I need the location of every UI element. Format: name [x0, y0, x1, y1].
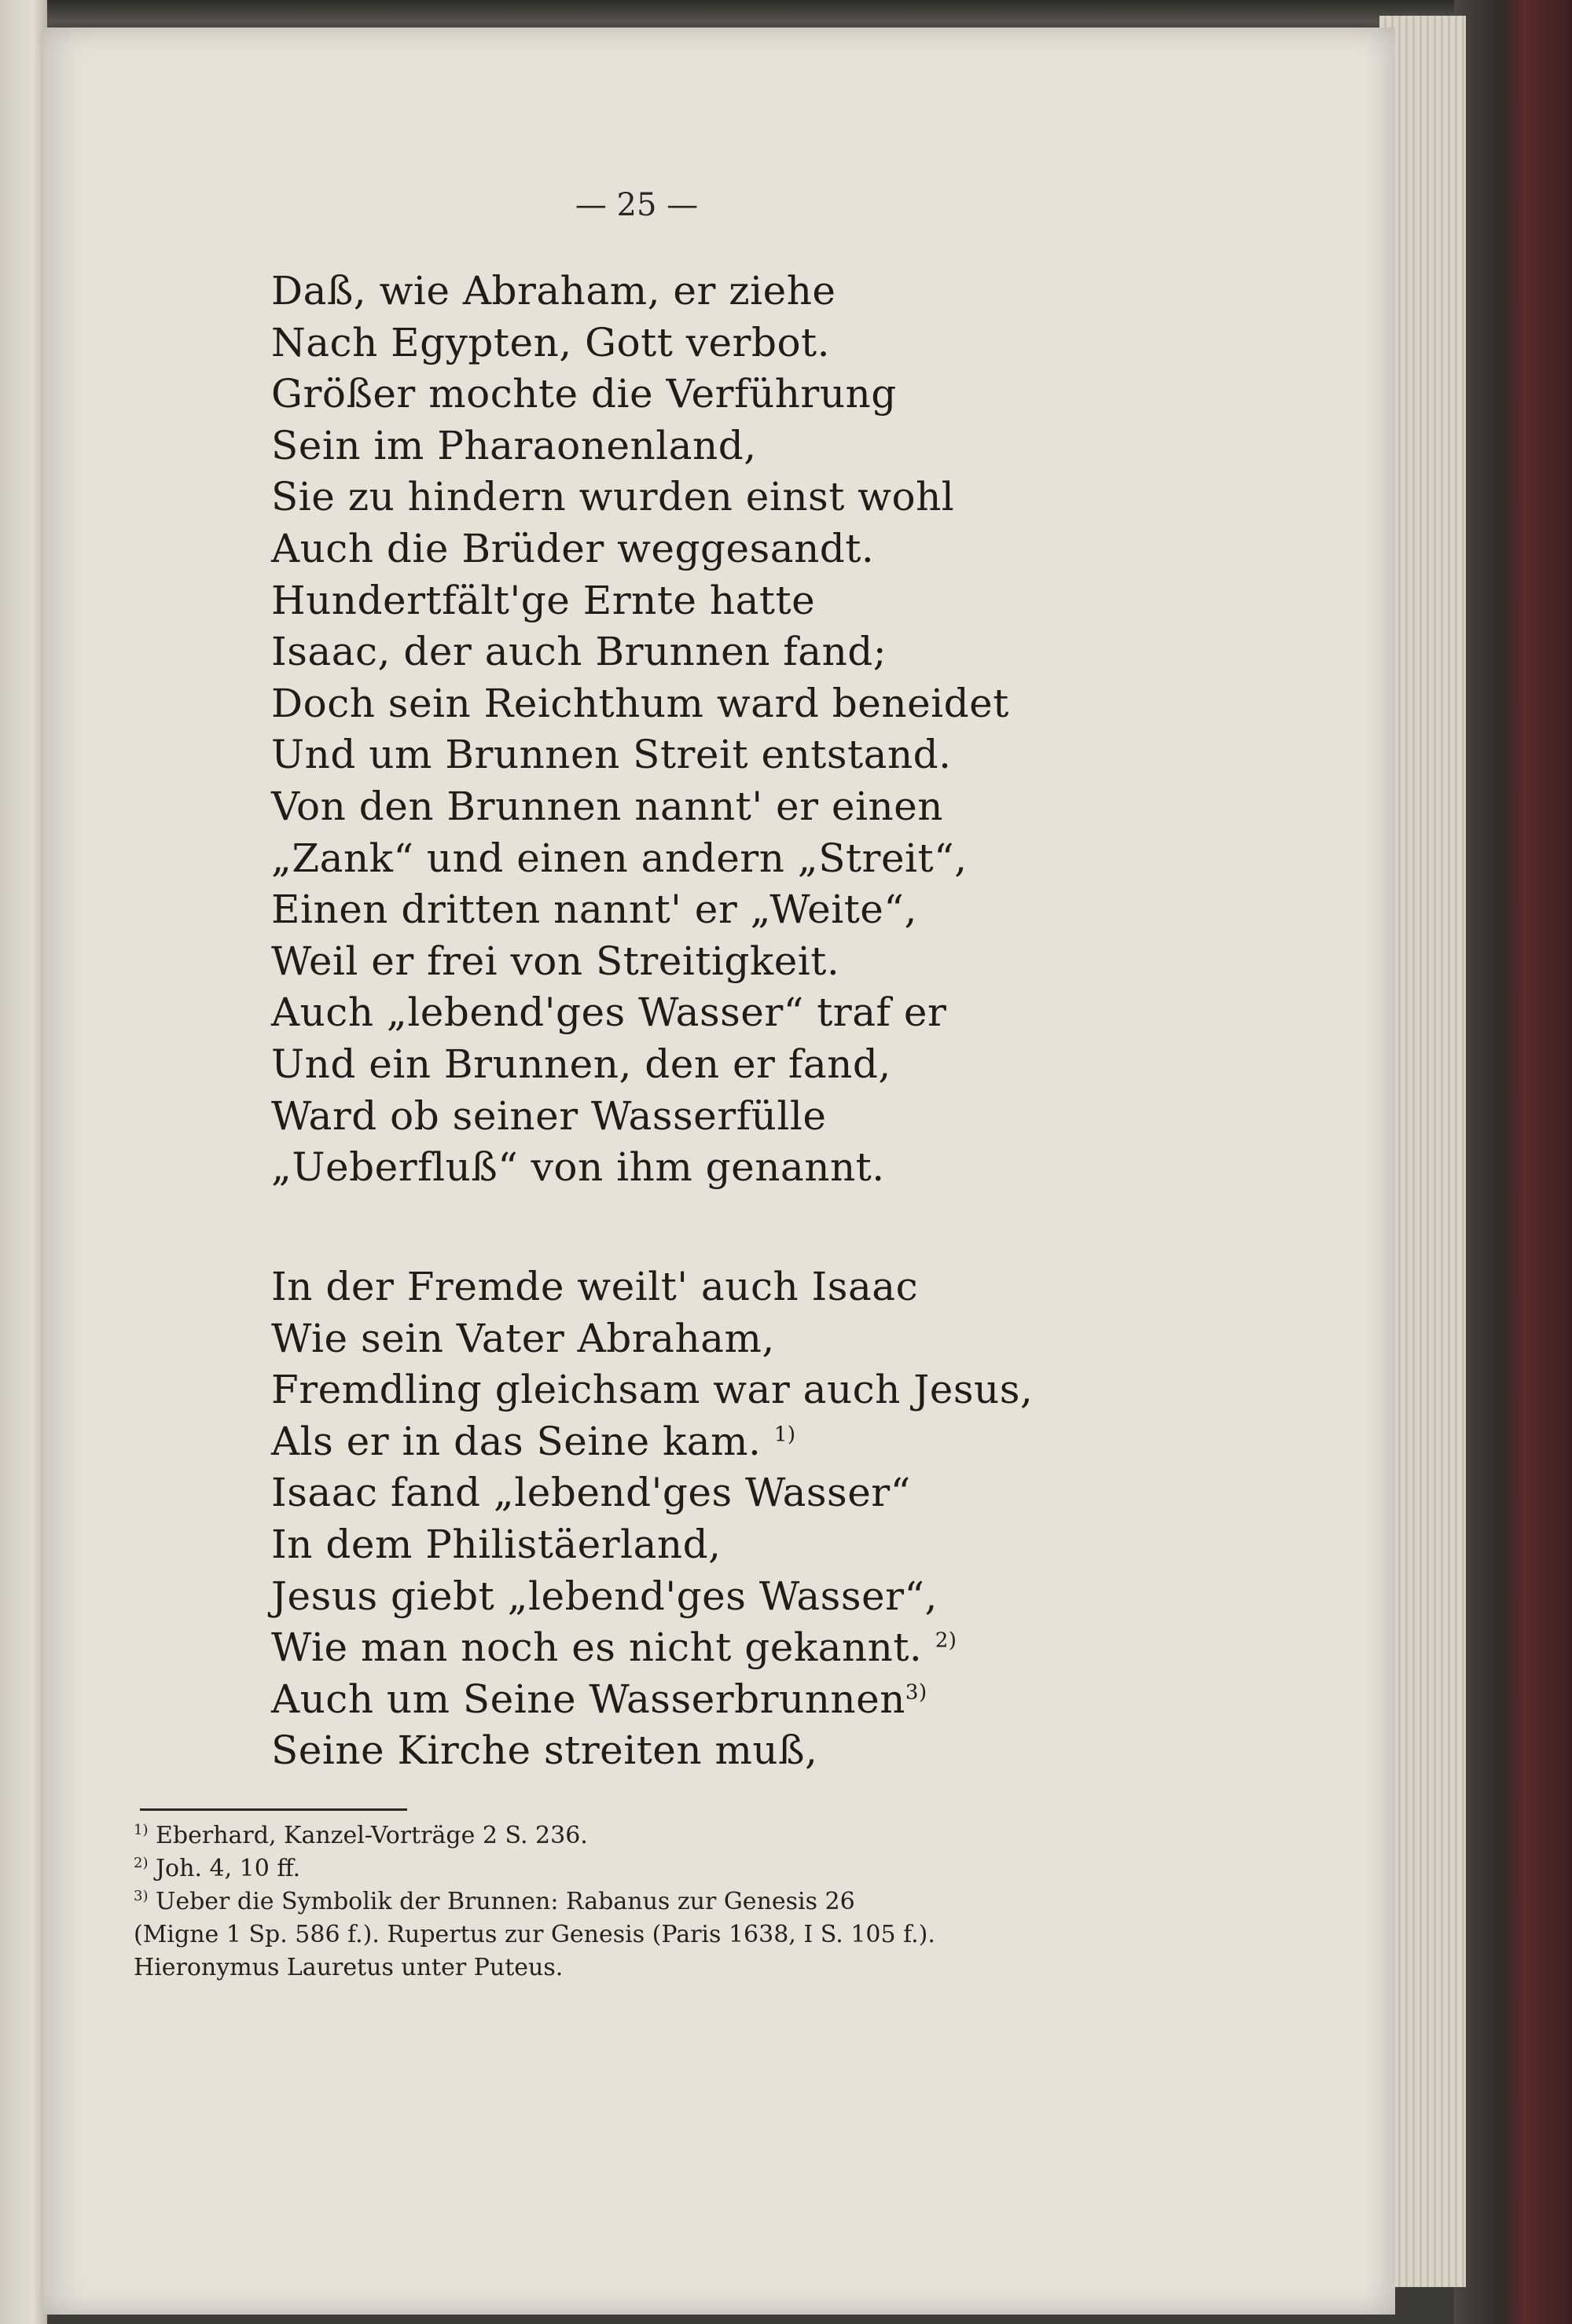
verse-line: Von den Brunnen nannt' er einen [271, 783, 943, 829]
verse-line [271, 1416, 1214, 1468]
page-number: — 25 — [575, 187, 699, 223]
verse-line [271, 1261, 1214, 1313]
verse-text: Als er in das Seine kam. [271, 1418, 774, 1464]
verse-line: Größer mochte die Verführung [271, 371, 897, 417]
footnote-line [134, 1885, 1179, 1918]
footnote-line [134, 1951, 1179, 1984]
verse-text: In der Fremde weilt' auch Isaac [271, 1264, 919, 1309]
verse-text: Auch um Seine Wasserbrunnen [271, 1676, 905, 1722]
footnote-number: 2) [134, 1855, 149, 1871]
footnote-rule [140, 1808, 407, 1811]
verse-line: Weil er frei von Streitigkeit. [271, 938, 840, 984]
verse-line [271, 1571, 1214, 1623]
footnote-text: (Migne 1 Sp. 586 f.). Rupertus zur Genesis (Paris 1638, I S. 105 f.). [134, 1921, 935, 1948]
verse-line: Auch „lebend'ges Wasser“ traf er [271, 989, 947, 1036]
verse-line [271, 1674, 1214, 1726]
verse-line: Einen dritten nannt' er „Weite“, [271, 887, 917, 933]
verse-line: Daß, wie Abraham, er ziehe [271, 268, 836, 314]
footnote-line [134, 1819, 1179, 1852]
verse-line: Auch die Brüder weggesandt. [271, 525, 875, 571]
verse-line: „Zank“ und einen andern „Streit“, [271, 835, 968, 881]
verse-text: Jesus giebt „lebend'ges Wasser“, [271, 1573, 938, 1619]
stanza-2 [271, 1261, 1214, 1777]
footnote-text: Hieronymus Lauretus unter Puteus. [134, 1954, 564, 1981]
verse-line: Ward ob seiner Wasserfülle [271, 1092, 827, 1139]
verse-text: In dem Philistäerland, [271, 1521, 722, 1567]
footnote-line [134, 1918, 1179, 1951]
footnote-marker: 2) [935, 1628, 957, 1653]
verse-text: Isaac fand „lebend'ges Wasser“ [271, 1470, 911, 1516]
footnote-text: Joh. 4, 10 ff. [156, 1855, 301, 1882]
footnote-line [134, 1852, 1179, 1885]
footnote-marker: 1) [773, 1423, 796, 1447]
verse-line: Und ein Brunnen, den er fand, [271, 1041, 891, 1087]
facing-page-edge [0, 0, 47, 2324]
verse-line: Doch sein Reichthum ward beneidet [271, 680, 1009, 726]
footnote-marker: 3) [905, 1680, 927, 1705]
verse-line [271, 1725, 1214, 1777]
verse-line: „Ueberfluß“ von ihm genannt. [271, 1144, 885, 1191]
book-cover-edge [1454, 0, 1572, 2324]
verse-line [271, 1364, 1214, 1416]
verse-line: Sein im Pharaonenland, [271, 422, 757, 468]
verse-line [271, 1519, 1214, 1571]
verse-line: Nach Egypten, Gott verbot. [271, 319, 831, 365]
verse-text: Seine Kirche streiten muß, [271, 1727, 818, 1774]
stanza-1 [271, 266, 1214, 1194]
verse-line: Und um Brunnen Streit entstand. [271, 732, 952, 778]
verse-line [271, 1622, 1214, 1674]
footnote-text: Eberhard, Kanzel-Vorträge 2 S. 236. [156, 1822, 588, 1849]
verse-line: Hundertfält'ge Ernte hatte [271, 577, 816, 623]
verse-line: Sie zu hindern wurden einst wohl [271, 474, 955, 520]
verse-line [271, 1467, 1214, 1519]
verse-line: Isaac, der auch Brunnen fand; [271, 629, 887, 675]
footnote-number: 3) [134, 1888, 149, 1904]
verse-text: Wie man noch es nicht gekannt. [271, 1625, 935, 1671]
verse-text: Wie sein Vater Abraham, [271, 1315, 775, 1361]
footnote-number: 1) [134, 1822, 149, 1838]
verse-line [271, 1313, 1214, 1365]
footnotes [134, 1819, 1179, 1984]
footnote-text: Ueber die Symbolik der Brunnen: Rabanus zur Genesis 26 [156, 1888, 855, 1915]
verse-text: Fremdling gleichsam war auch Jesus, [271, 1367, 1034, 1413]
